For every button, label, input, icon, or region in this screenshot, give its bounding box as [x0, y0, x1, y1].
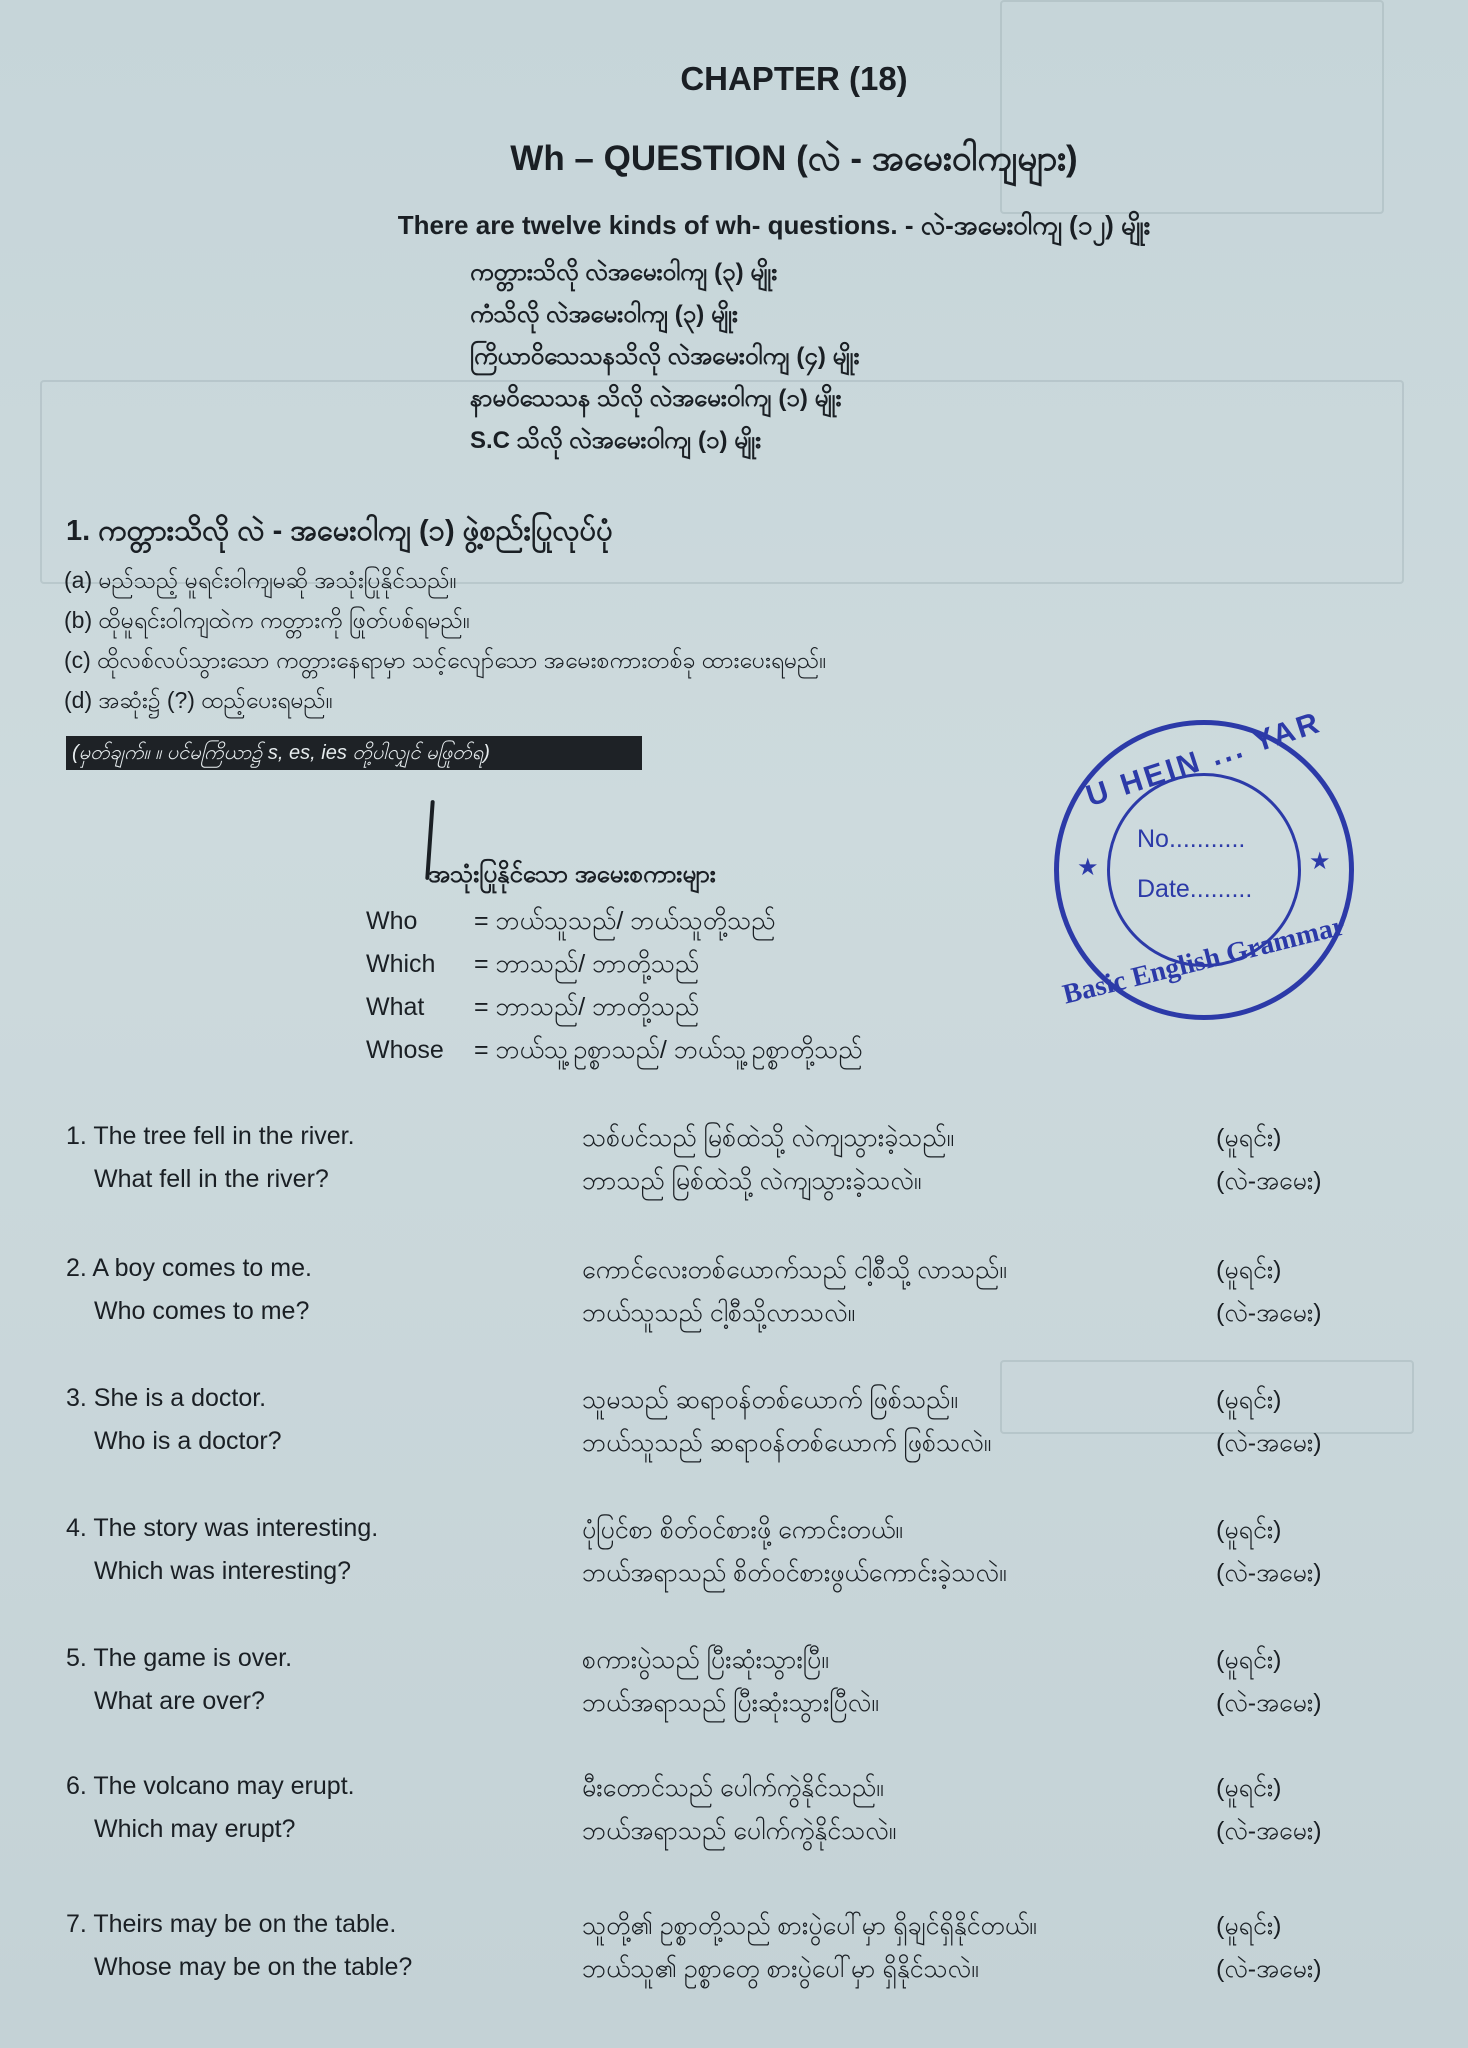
stamp-date-field: Date.........	[1137, 875, 1253, 903]
example-block	[66, 1384, 1356, 1470]
example-tag: (မူရင်း)	[1216, 1912, 1282, 1940]
example-sentence: 2. A boy comes to me.	[66, 1254, 312, 1282]
example-sentence: 5. The game is over.	[66, 1644, 293, 1672]
question-word-list	[366, 900, 863, 1072]
kinds-list	[470, 252, 860, 462]
example-question-translation: ဘယ်အရာသည် ပေါက်ကွဲနိုင်သလဲ။	[582, 1817, 897, 1845]
example-sentence: 3. She is a doctor.	[66, 1384, 267, 1412]
example-tag: (မူရင်း)	[1216, 1646, 1282, 1674]
example-question-tag: (လဲ-အမေး)	[1216, 1429, 1322, 1457]
example-question-translation: ဘယ်အရာသည် ပြီးဆုံးသွားပြီလဲ။	[582, 1689, 879, 1717]
example-question-translation: ဘယ်အရာသည် စိတ်ဝင်စားဖွယ်ကောင်းခဲ့သလဲ။	[582, 1559, 1007, 1587]
rules-list	[64, 560, 826, 720]
star-icon: ★	[1309, 848, 1331, 875]
question-word-meaning: = ဘယ်သူ့ဥစ္စာသည်/ ဘယ်သူ့ဥစ္စာတို့သည်	[474, 1036, 863, 1064]
example-sentence: 6. The volcano may erupt.	[66, 1772, 355, 1800]
question-word-row	[366, 986, 863, 1029]
example-block	[66, 1514, 1356, 1600]
question-word: Whose	[366, 1036, 444, 1064]
note-banner: (မှတ်ချက်။ ။ ပင်မကြိယာ၌ s, es, ies တို့ပါလျှင် မဖြုတ်ရ)	[66, 736, 642, 770]
example-question: What fell in the river?	[94, 1165, 329, 1193]
question-word-row	[366, 1029, 863, 1072]
example-translation: ပုံပြင်စာ စိတ်ဝင်စားဖို့ ကောင်းတယ်။	[582, 1516, 903, 1544]
example-question: Who is a doctor?	[94, 1427, 282, 1455]
example-translation: သူမသည် ဆရာဝန်တစ်ယောက် ဖြစ်သည်။	[582, 1386, 958, 1414]
kind-item: နာမဝိသေသန သိလို လဲအမေးဝါကျ (၁) မျိုး	[470, 385, 842, 412]
kind-item: ကြိယာဝိသေသနသိလို လဲအမေးဝါကျ (၄) မျိုး	[470, 343, 860, 370]
kind-item: S.C သိလို လဲအမေးဝါကျ (၁) မျိုး	[470, 427, 762, 454]
section-heading: 1. ကတ္တားသိလို လဲ - အမေးဝါကျ (၁) ဖွဲ့စည်းပြုလုပ်ပုံ	[66, 515, 613, 547]
kind-item: ကံသိလို လဲအမေးဝါကျ (၃) မျိုး	[470, 301, 738, 328]
example-translation: စကားပွဲသည် ပြီးဆုံးသွားပြီ။	[582, 1646, 829, 1674]
example-question-translation: ဘယ်သူသည် ငါ့စီသို့လာသလဲ။	[582, 1299, 856, 1327]
example-question-translation: ဘယ်သူ၏ ဥစ္စာတွေ စားပွဲပေါ်မှာ ရှိနိုင်သလဲ။	[582, 1955, 979, 1983]
example-sentence: 4. The story was interesting.	[66, 1514, 379, 1542]
example-question: Who comes to me?	[94, 1297, 310, 1325]
example-block	[66, 1644, 1356, 1730]
example-translation: သစ်ပင်သည် မြစ်ထဲသို့ လဲကျသွားခဲ့သည်။	[582, 1124, 955, 1152]
example-block	[66, 1910, 1356, 1996]
question-word: Who	[366, 907, 418, 935]
stamp-top-text: U HEIN ... YAR	[1082, 705, 1326, 814]
example-question-tag: (လဲ-အမေး)	[1216, 1559, 1322, 1587]
question-word-meaning: = ဘာသည်/ ဘာတို့သည်	[474, 993, 700, 1021]
example-sentence: 7. Theirs may be on the table.	[66, 1910, 397, 1938]
example-question-translation: ဘယ်သူသည် ဆရာဝန်တစ်ယောက် ဖြစ်သလဲ။	[582, 1429, 992, 1457]
example-question-tag: (လဲ-အမေး)	[1216, 1955, 1322, 1983]
example-block	[66, 1122, 1356, 1208]
example-sentence: 1. The tree fell in the river.	[66, 1122, 355, 1150]
stamp-no-field: No...........	[1137, 825, 1246, 853]
example-question-tag: (လဲ-အမေး)	[1216, 1167, 1322, 1195]
owner-stamp	[1054, 705, 1354, 1020]
example-tag: (မူရင်း)	[1216, 1516, 1282, 1544]
example-tag: (မူရင်း)	[1216, 1386, 1282, 1414]
question-word: What	[366, 993, 425, 1021]
rule-item: (a) မည်သည့် မူရင်းဝါကျမဆို အသုံးပြုနိုင်သည်။	[64, 567, 457, 593]
example-question-tag: (လဲ-အမေး)	[1216, 1817, 1322, 1845]
rule-item: (b) ထိုမူရင်းဝါကျထဲက ကတ္တားကို ဖြုတ်ပစ်ရမည်။	[64, 607, 470, 633]
question-word-meaning: = ဘာသည်/ ဘာတို့သည်	[474, 950, 700, 978]
example-tag: (မူရင်း)	[1216, 1124, 1282, 1152]
example-block	[66, 1254, 1356, 1340]
example-question: Whose may be on the table?	[94, 1953, 413, 1981]
example-question: Which was interesting?	[94, 1557, 352, 1585]
star-icon: ★	[1077, 854, 1099, 881]
chapter-heading: CHAPTER (18)	[680, 60, 908, 97]
question-word-row	[366, 943, 863, 986]
question-word-row	[366, 900, 863, 943]
rule-item: (d) အဆုံး၌ (?) ထည့်ပေးရမည်။	[64, 687, 333, 713]
example-translation: ကောင်လေးတစ်ယောက်သည် ငါ့စီသို့ လာသည်။	[582, 1256, 1007, 1284]
page-title: Wh – QUESTION (လဲ - အမေးဝါကျများ)	[510, 139, 1078, 178]
kind-item: ကတ္တားသိလို လဲအမေးဝါကျ (၃) မျိုး	[470, 259, 778, 286]
example-question-tag: (လဲ-အမေး)	[1216, 1689, 1322, 1717]
example-question: What are over?	[94, 1687, 265, 1715]
example-tag: (မူရင်း)	[1216, 1774, 1282, 1802]
example-tag: (မူရင်း)	[1216, 1256, 1282, 1284]
example-block	[66, 1772, 1356, 1858]
intro-line: There are twelve kinds of wh- questions. - လဲ-အမေးဝါကျ (၁၂) မျိုး	[397, 210, 1151, 240]
stamp-bottom-text: Basic English Grammar	[1059, 910, 1349, 1011]
example-question-tag: (လဲ-အမေး)	[1216, 1299, 1322, 1327]
example-question-translation: ဘာသည် မြစ်ထဲသို့ လဲကျသွားခဲ့သလဲ။	[582, 1167, 922, 1195]
example-translation: မီးတောင်သည် ပေါက်ကွဲနိုင်သည်။	[582, 1774, 884, 1802]
rule-item: (c) ထိုလစ်လပ်သွားသော ကတ္တားနေရာမှာ သင့်လျော်သော အမေးစကားတစ်ခု ထားပေးရမည်။	[64, 647, 827, 673]
example-translation: သူတို့၏ ဥစ္စာတို့သည် စားပွဲပေါ်မှာ ရှိချင်ရှိနိုင်တယ်။	[582, 1912, 1037, 1940]
example-question: Which may erupt?	[94, 1815, 296, 1843]
question-word: Which	[366, 950, 436, 978]
question-word-meaning: = ဘယ်သူသည်/ ဘယ်သူတို့သည်	[474, 907, 776, 935]
usable-words-heading: အသုံးပြုနိုင်သော အမေးစကားများ	[428, 861, 716, 888]
